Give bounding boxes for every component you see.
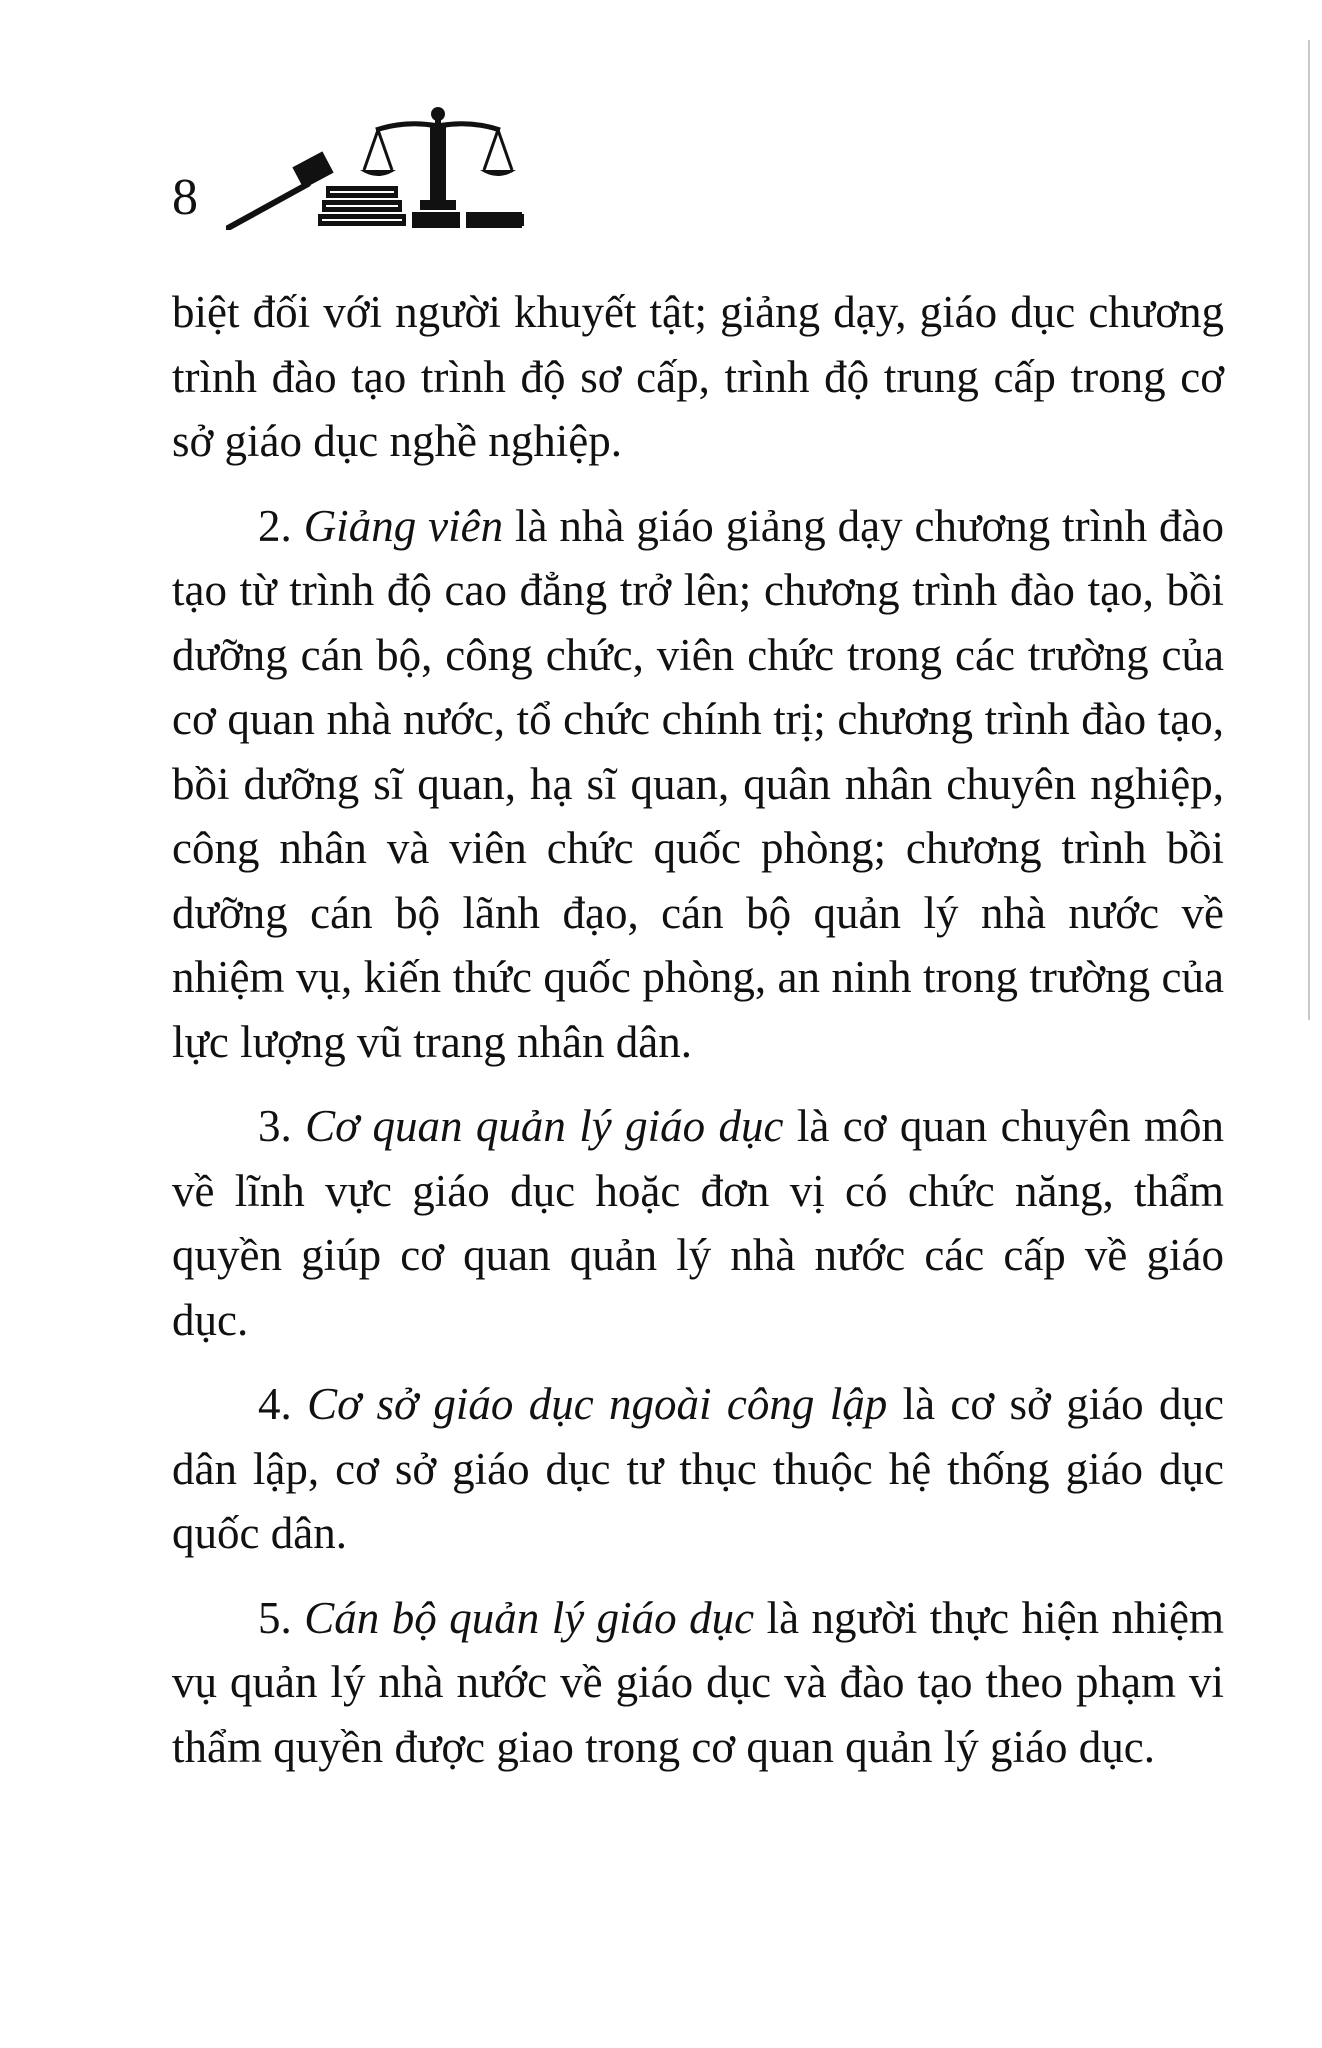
page-number: 8	[172, 169, 198, 226]
defined-term: Cơ sở giáo dục ngoài công lập	[307, 1379, 888, 1429]
paragraph-body: là cơ sở giáo dục dân lập, cơ sở giáo dục tư thục thuộc hệ thống giáo dục quốc dân.	[172, 1379, 1224, 1558]
defined-term: Giảng viên	[303, 500, 504, 551]
scales-and-gavel-icon	[226, 100, 526, 230]
item-number: 2.	[258, 500, 304, 551]
defined-term: Cán bộ quản lý giáo dục	[304, 1592, 755, 1643]
item-number: 5.	[258, 1592, 305, 1643]
item-number: 4.	[258, 1379, 308, 1429]
page-edge-shadow	[1308, 40, 1310, 1020]
paragraph-body: là nhà giáo giảng dạy chương trình đào tạo từ trình độ cao đẳng trở lên; chương trình đào tạo, bồi dưỡng cán bộ, công chức, viên chức trong các trường của cơ quan nhà nước, tổ chức chính trị; chương trình đào tạo, bồi dưỡng sĩ quan, hạ sĩ quan, quân nhân chuyên nghiệp, công nhân và viên chức quốc phòng; chương trình bồi dưỡng cán bộ lãnh đạo, cán bộ quản lý nhà nước về nhiệm vụ, kiến thức quốc phòng, an ninh trong trường của lực lượng vũ trang nhân dân.	[172, 500, 1225, 1067]
item-number: 3.	[258, 1101, 306, 1151]
paragraph-item-5	[172, 1586, 1224, 1780]
paragraph-item-4	[172, 1372, 1224, 1566]
paragraph-body: biệt đối với người khuyết tật; giảng dạy, giáo dục chương trình đào tạo trình độ sơ cấp, trình độ trung cấp trong cơ sở giáo dục nghề nghiệp.	[172, 287, 1224, 466]
paragraph-item-2	[172, 494, 1224, 1075]
paragraph-body: là người thực hiện nhiệm vụ quản lý nhà nước về giáo dục và đào tạo theo phạm vi thẩm quyền được giao trong cơ quan quản lý giáo dục.	[172, 1592, 1225, 1772]
defined-term: Cơ quan quản lý giáo dục	[305, 1101, 784, 1151]
paragraph-item-3	[172, 1094, 1224, 1352]
page-header	[168, 100, 568, 240]
paragraph-continued	[172, 280, 1224, 474]
body-text	[172, 280, 1224, 1799]
paragraph-body: là cơ quan chuyên môn về lĩnh vực giáo dục hoặc đơn vị có chức năng, thẩm quyền giúp cơ quan quản lý nhà nước các cấp về giáo dục.	[172, 1101, 1224, 1345]
